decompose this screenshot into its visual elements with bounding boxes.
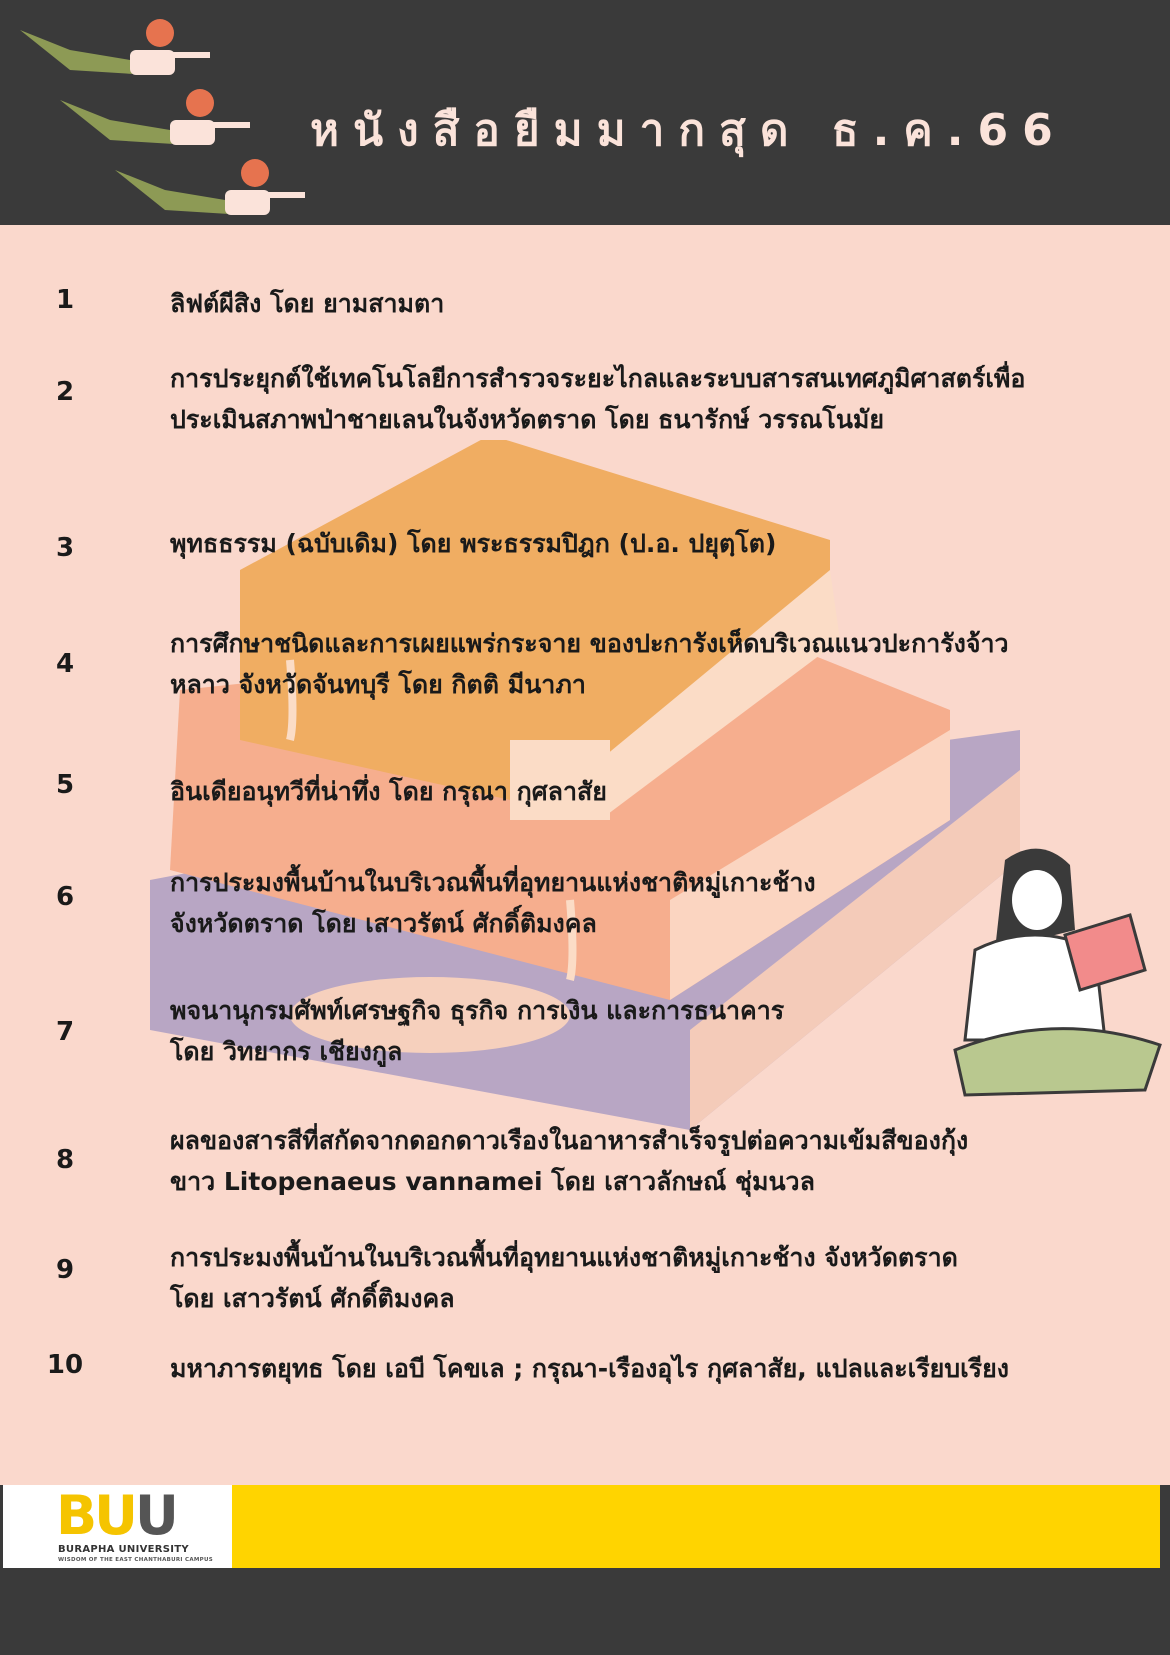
item-number: 4 [55, 649, 75, 679]
item-title: การประมงพื้นบ้านในบริเวณพื้นที่อุทยานแห่งชาติหมู่เกาะช้าง จังหวัดตราด โดย เสาวรัตน์ ศักดิ์ติมงคล [170, 1243, 958, 1313]
item-number: 7 [55, 1017, 75, 1047]
item-title: มหาภารตยุทธ โดย เอบี โคขเล ; กรุณา-เรืองอุไร กุศลาสัย, แปลและเรียบเรียง [170, 1354, 1009, 1383]
item-title: การประยุกต์ใช้เทคโนโลยีการสำรวจระยะไกลและระบบสารสนเทศภูมิศาสตร์เพื่อ ประเมินสภาพป่าชายเลนในจังหวัดตราด โดย ธนารักษ์ วรรณโนมัย [170, 364, 1026, 434]
item-number: 1 [55, 285, 75, 315]
footer-accent-bar [232, 1485, 1160, 1568]
logo-name: BURAPHA UNIVERSITY [58, 1544, 189, 1555]
page-title: หนังสือยืมมากสุด ธ.ค.66 [310, 105, 1067, 156]
logo-mark [56, 1484, 176, 1547]
item-number: 9 [55, 1255, 75, 1285]
item-number: 3 [55, 533, 75, 563]
item-number: 5 [55, 770, 75, 800]
item-number: 6 [55, 882, 75, 912]
item-title: อินเดียอนุทวีที่น่าทึ่ง โดย กรุณา กุศลาสัย [170, 777, 607, 806]
item-number: 2 [55, 377, 75, 407]
item-title: พุทธธรรม (ฉบับเดิม) โดย พระธรรมปิฎก (ป.อ. ปยุตฺโต) [170, 529, 777, 558]
item-title: ลิฟต์ผีสิง โดย ยามสามตา [170, 289, 445, 318]
item-title: การศึกษาชนิดและการเผยแพร่กระจาย ของปะการังเห็ดบริเวณแนวปะการังจ้าว หลาว จังหวัดจันทบุรี โดย กิตติ มีนาภา [170, 629, 1009, 699]
item-title: การประมงพื้นบ้านในบริเวณพื้นที่อุทยานแห่งชาติหมู่เกาะช้าง จังหวัดตราด โดย เสาวรัตน์ ศักดิ์ติมงคล [170, 868, 816, 938]
item-title: ผลของสารสีที่สกัดจากดอกดาวเรืองในอาหารสำเร็จรูปต่อความเข้มสีของกุ้ง ขาว Litopenaeus vannamei โดย เสาวลักษณ์ ชุ่มนวล [170, 1126, 969, 1196]
logo-letters: BU [56, 1484, 136, 1547]
logo-tagline: WISDOM OF THE EAST CHANTHABURI CAMPUS [58, 1557, 214, 1563]
item-number: 8 [55, 1145, 75, 1175]
item-number: 10 [46, 1350, 84, 1380]
logo-letters: U [135, 1484, 176, 1547]
item-title: พจนานุกรมศัพท์เศรษฐกิจ ธุรกิจ การเงิน และการธนาคาร โดย วิทยากร เชียงกูล [170, 996, 785, 1066]
